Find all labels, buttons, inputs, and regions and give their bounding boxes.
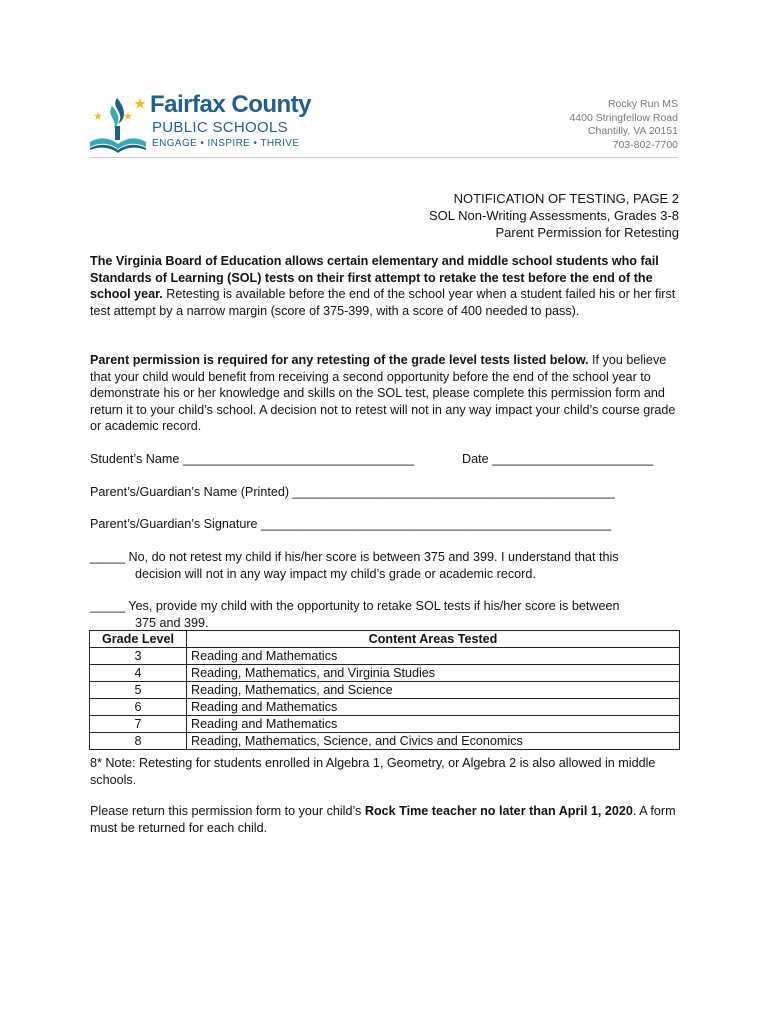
- date-field[interactable]: Date _______________________: [462, 452, 654, 466]
- yes-checkbox-blank[interactable]: _____: [90, 599, 126, 613]
- logo-tagline: ENGAGE • INSPIRE • THRIVE: [152, 138, 300, 149]
- content-cell: Reading and Mathematics: [187, 648, 680, 665]
- content-cell: Reading, Mathematics, and Virginia Studies: [187, 665, 680, 682]
- algebra-note: 8* Note: Retesting for students enrolled in Algebra 1, Geometry, or Algebra 2 is also allowed in middle schools.: [90, 756, 656, 787]
- content-cell: Reading and Mathematics: [187, 716, 680, 733]
- header-grade-level: Grade Level: [90, 631, 187, 648]
- grade-cell: 6: [90, 699, 187, 716]
- notice-line-3: Parent Permission for Retesting: [495, 225, 679, 240]
- yes-option-text-cont: 375 and 399.: [135, 615, 209, 630]
- table-header-row: [90, 631, 680, 648]
- intro-paragraph: [90, 253, 680, 319]
- closing-paragraph: [90, 803, 680, 836]
- school-address: [569, 98, 678, 152]
- table-row: [90, 733, 680, 750]
- table-row: [90, 648, 680, 665]
- guardian-signature-field[interactable]: Parent’s/Guardian’s Signature __________________________________________________: [90, 517, 612, 531]
- grade-cell: 3: [90, 648, 187, 665]
- option-yes-retest: [90, 598, 680, 631]
- option-no-retest: [90, 549, 680, 582]
- notice-heading: [429, 190, 679, 241]
- table-row: [90, 699, 680, 716]
- phone-number: 703-802-7700: [612, 138, 678, 151]
- grades-table: [89, 630, 680, 750]
- fcps-logo: [88, 92, 328, 156]
- header-content-areas: Content Areas Tested: [187, 631, 680, 648]
- permission-paragraph: [90, 352, 680, 435]
- table-row: [90, 716, 680, 733]
- logo-name: Fairfax County: [150, 91, 312, 118]
- grade-cell: 7: [90, 716, 187, 733]
- intro-rest: Retesting is available before the end of the school year when a student failed his or her first test attempt by a narrow margin (score of 375-399, with a score of 400 needed to pass).: [90, 287, 676, 318]
- guardian-name-field[interactable]: Parent’s/Guardian’s Name (Printed) ______________________________________________: [90, 485, 615, 499]
- grade-cell: 5: [90, 682, 187, 699]
- school-name: Rocky Run MS: [607, 98, 678, 110]
- table-row: [90, 682, 680, 699]
- content-cell: Reading and Mathematics: [187, 699, 680, 716]
- yes-option-text: Yes, provide my child with the opportunity to retake SOL tests if his/her score is between: [125, 599, 620, 613]
- torch-book-icon: [88, 92, 148, 154]
- city-state-zip: Chantilly, VA 20151: [587, 125, 678, 137]
- no-checkbox-blank[interactable]: _____: [90, 550, 126, 564]
- closing-post: . A form must be returned for each child.: [90, 804, 676, 835]
- notice-line-1: NOTIFICATION OF TESTING, PAGE 2: [453, 191, 679, 206]
- permission-rest: If you believe that your child would benefit from receiving a second opportunity before the end of the school year to demonstrate his or her knowledge and skills on the SOL test, please complete this permission form and return it to your child’s school. A decision not to retest will not in any way impact your child’s course grade or academic record.: [90, 353, 676, 434]
- notice-line-2: SOL Non-Writing Assessments, Grades 3-8: [429, 208, 679, 223]
- no-option-text: No, do not retest my child if his/her score is between 375 and 399. I understand that this: [125, 550, 619, 564]
- no-option-text-cont: decision will not in any way impact my child’s grade or academic record.: [135, 566, 536, 581]
- content-cell: Reading, Mathematics, Science, and Civics and Economics: [187, 733, 680, 750]
- logo-subtitle: PUBLIC SCHOOLS: [152, 119, 288, 136]
- student-name-field[interactable]: Student’s Name _________________________________: [90, 452, 415, 466]
- grade-cell: 8: [90, 733, 187, 750]
- street-address: 4400 Stringfellow Road: [569, 111, 678, 124]
- closing-deadline: Rock Time teacher no later than April 1, 2020: [364, 804, 633, 818]
- intro-bold: The Virginia Board of Education allows certain elementary and middle school students who fail Standards of Learning (SOL) tests on their first attempt to retake the test before the end of the school year.: [90, 254, 659, 302]
- header-divider: [90, 157, 678, 158]
- grade-cell: 4: [90, 665, 187, 682]
- closing-pre: Please return this permission form to your child’s: [90, 804, 365, 818]
- content-cell: Reading, Mathematics, and Science: [187, 682, 680, 699]
- table-row: [90, 665, 680, 682]
- permission-bold: Parent permission is required for any retesting of the grade level tests listed below.: [90, 353, 589, 367]
